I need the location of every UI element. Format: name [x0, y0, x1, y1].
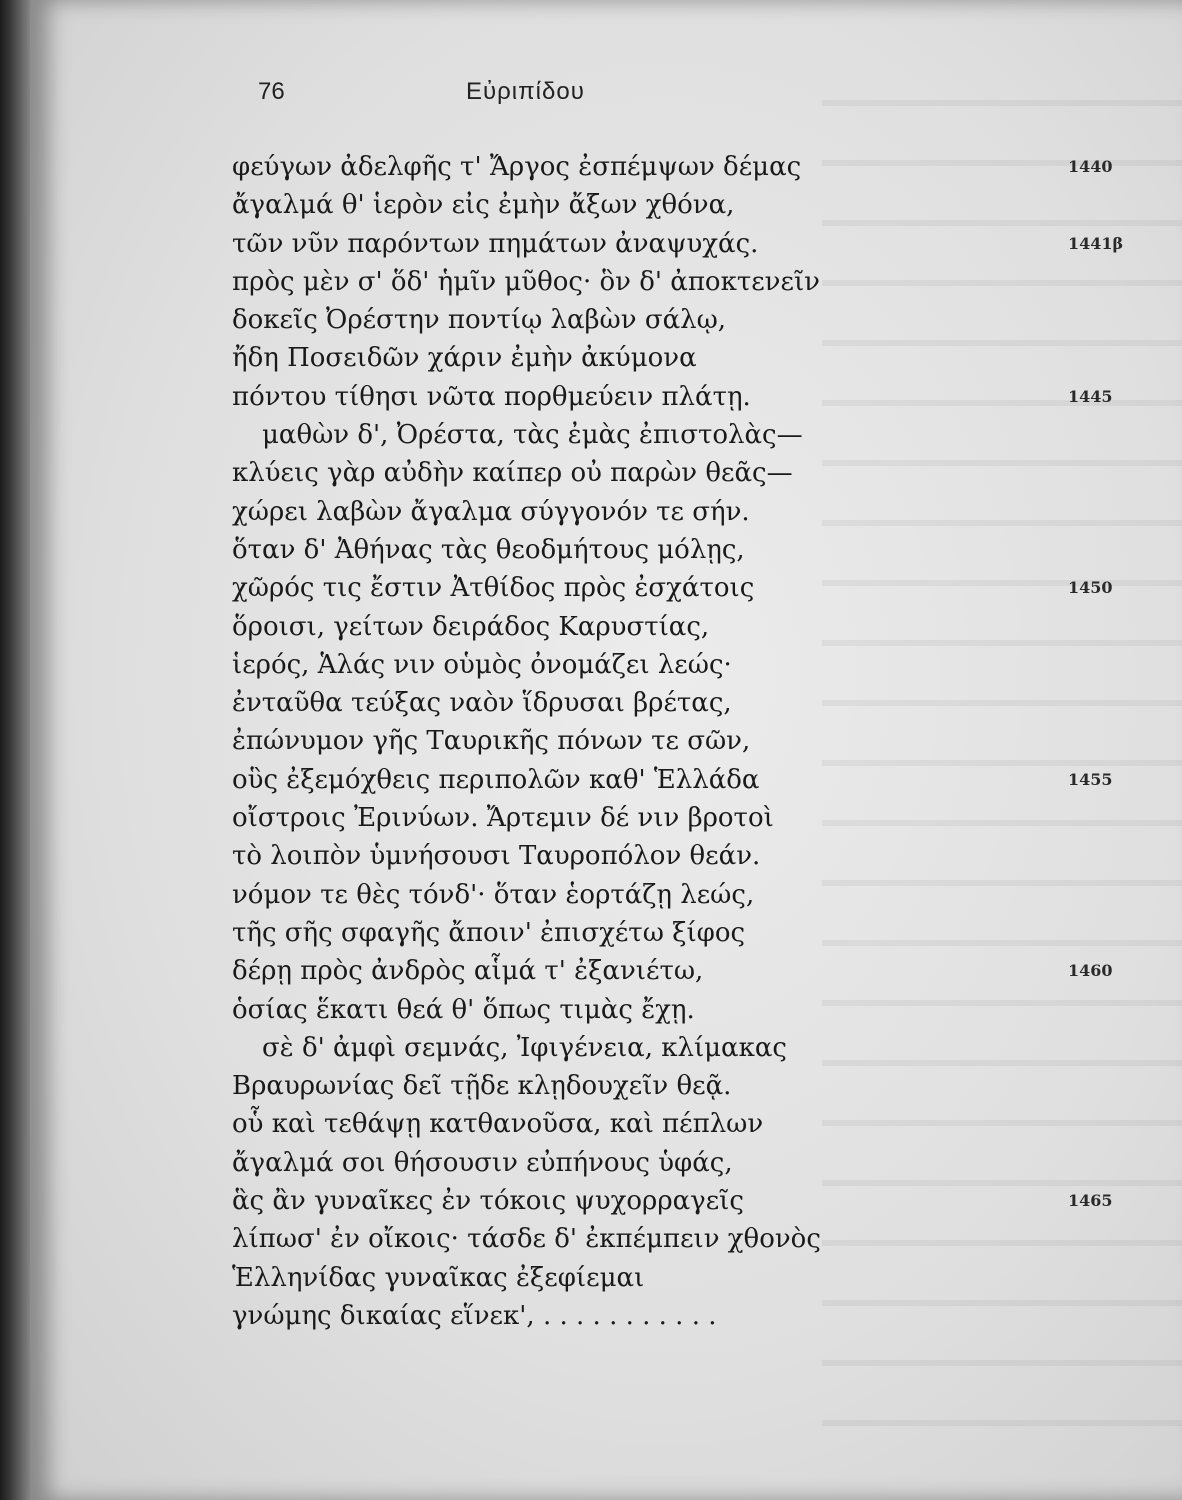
verse-text: ἄγαλμά θ' ἱερὸν εἰς ἐμὴν ἄξων χθόνα,: [232, 190, 735, 221]
verse-text: λίπωσ' ἐν οἴκοις· τάσδε δ' ἐκπέμπειν χθονὸς: [232, 1224, 821, 1255]
verse-line: [0, 416, 1182, 454]
verse-line: [0, 914, 1182, 952]
verse-text: δοκεῖς Ὀρέστην ποντίῳ λαβὼν σάλῳ,: [232, 305, 727, 336]
verse-line: [0, 799, 1182, 837]
verse-line: [0, 1105, 1182, 1143]
line-number: 1440: [1068, 157, 1113, 176]
verse-line: [0, 608, 1182, 646]
running-title: Εὐριπίδου: [466, 78, 585, 105]
verse-text: χῶρός τις ἔστιν Ἀτθίδος πρὸς ἐσχάτοις: [232, 573, 755, 604]
verse-text: ὅταν δ' Ἀθήνας τὰς θεοδμήτους μόλῃς,: [232, 534, 745, 565]
verse-text: σὲ δ' ἀμφὶ σεμνάς, Ἰφιγένεια, κλίμακας: [262, 1032, 787, 1063]
verse-text: νόμον τε θὲς τόνδ'· ὅταν ἑορτάζῃ λεώς,: [232, 879, 755, 910]
line-number: 1441β: [1068, 233, 1124, 253]
line-number: 1465: [1068, 1191, 1113, 1211]
verse-text: φεύγων ἀδελφῆς τ' Ἄργος ἐσπέμψων δέμας: [232, 152, 802, 182]
verse-text: πόντου τίθησι νῶτα πορθμεύειν πλάτῃ.: [232, 381, 751, 412]
verse-line: [0, 148, 1182, 186]
verse-line: [0, 1259, 1182, 1297]
verse-line: [0, 186, 1182, 224]
verse-line: [0, 1029, 1182, 1067]
verse-line: [0, 339, 1182, 377]
verse-text: ὁσίας ἕκατι θεά θ' ὅπως τιμὰς ἔχῃ.: [232, 994, 695, 1025]
verse-text: τὸ λοιπὸν ὑμνήσουσι Ταυροπόλον θεάν.: [232, 841, 761, 872]
verse-line: [0, 301, 1182, 339]
verse-line: [0, 991, 1182, 1029]
verse-line: [0, 1067, 1182, 1105]
verse-text: οἴστροις Ἐρινύων. Ἄρτεμιν δέ νιν βροτοὶ: [232, 803, 774, 834]
verse-line: [0, 225, 1182, 263]
verse-line: [0, 876, 1182, 914]
verse-text: ἐπώνυμον γῆς Ταυρικῆς πόνων τε σῶν,: [232, 726, 751, 757]
line-number: 1445: [1068, 386, 1113, 406]
verse-line: [0, 761, 1182, 799]
verse-text: οὓς ἐξεμόχθεις περιπολῶν καθ' Ἑλλάδα: [232, 764, 760, 795]
verse-text: πρὸς μὲν σ' ὅδ' ἡμῖν μῦθος· ὃν δ' ἀποκτενεῖν: [232, 266, 820, 297]
verse-line: [0, 493, 1182, 531]
verse-text: ἃς ἂν γυναῖκες ἐν τόκοις ψυχορραγεῖς: [232, 1186, 744, 1217]
verse-text: Ἑλληνίδας γυναῖκας ἐξεφίεμαι: [232, 1262, 645, 1293]
verse-text: δέρῃ πρὸς ἀνδρὸς αἷμά τ' ἐξανιέτω,: [232, 956, 704, 987]
verse-line: [0, 263, 1182, 301]
verse-line: [0, 531, 1182, 569]
verse-text: γνώμης δικαίας εἵνεκ', . . . . . . . . . . .: [232, 1300, 717, 1331]
verse-text: ἤδη Ποσειδῶν χάριν ἐμὴν ἀκύμονα: [232, 343, 697, 374]
page-header: [0, 78, 1182, 114]
verse-line: [0, 646, 1182, 684]
verse-text: μαθὼν δ', Ὀρέστα, τὰς ἐμὰς ἐπιστολὰς—: [262, 420, 803, 451]
verse-text: οὗ καὶ τεθάψῃ κατθανοῦσα, καὶ πέπλων: [232, 1109, 764, 1140]
line-number: 1450: [1068, 578, 1113, 598]
verse-text: ἱερός, Ἁλάς νιν οὑμὸς ὀνομάζει λεώς·: [232, 649, 732, 680]
verse-text: ὅροισι, γείτων δειράδος Καρυστίας,: [232, 611, 710, 642]
verse-line: [0, 722, 1182, 760]
verse-line: [0, 952, 1182, 990]
verse-text: Βραυρωνίας δεῖ τῇδε κλῃδουχεῖν θεᾷ.: [232, 1071, 732, 1102]
verse-text: χώρει λαβὼν ἄγαλμα σύγγονόν τε σήν.: [232, 496, 750, 527]
verse-text: τῶν νῦν παρόντων πημάτων ἀναψυχάς.: [232, 228, 759, 259]
verse-line: [0, 837, 1182, 875]
page-number: 76: [258, 78, 285, 105]
verse-line: [0, 1144, 1182, 1182]
verse-line: [0, 378, 1182, 416]
verse-block: [0, 148, 1182, 1335]
verse-line: [0, 684, 1182, 722]
verse-text: ἄγαλμά σοι θήσουσιν εὐπήνους ὑφάς,: [232, 1147, 733, 1178]
verse-line: [0, 1182, 1182, 1220]
verse-text: κλύεις γὰρ αὐδὴν καίπερ οὐ παρὼν θεᾶς—: [232, 458, 793, 489]
line-number: 1455: [1068, 769, 1113, 789]
verse-line: [0, 454, 1182, 492]
verse-text: ἐνταῦθα τεύξας ναὸν ἵδρυσαι βρέτας,: [232, 688, 732, 719]
verse-line: [0, 1297, 1182, 1335]
verse-line: [0, 569, 1182, 607]
verse-line: [0, 1220, 1182, 1258]
verse-text: τῆς σῆς σφαγῆς ἄποιν' ἐπισχέτω ξίφος: [232, 917, 746, 948]
line-number: 1460: [1068, 961, 1113, 981]
